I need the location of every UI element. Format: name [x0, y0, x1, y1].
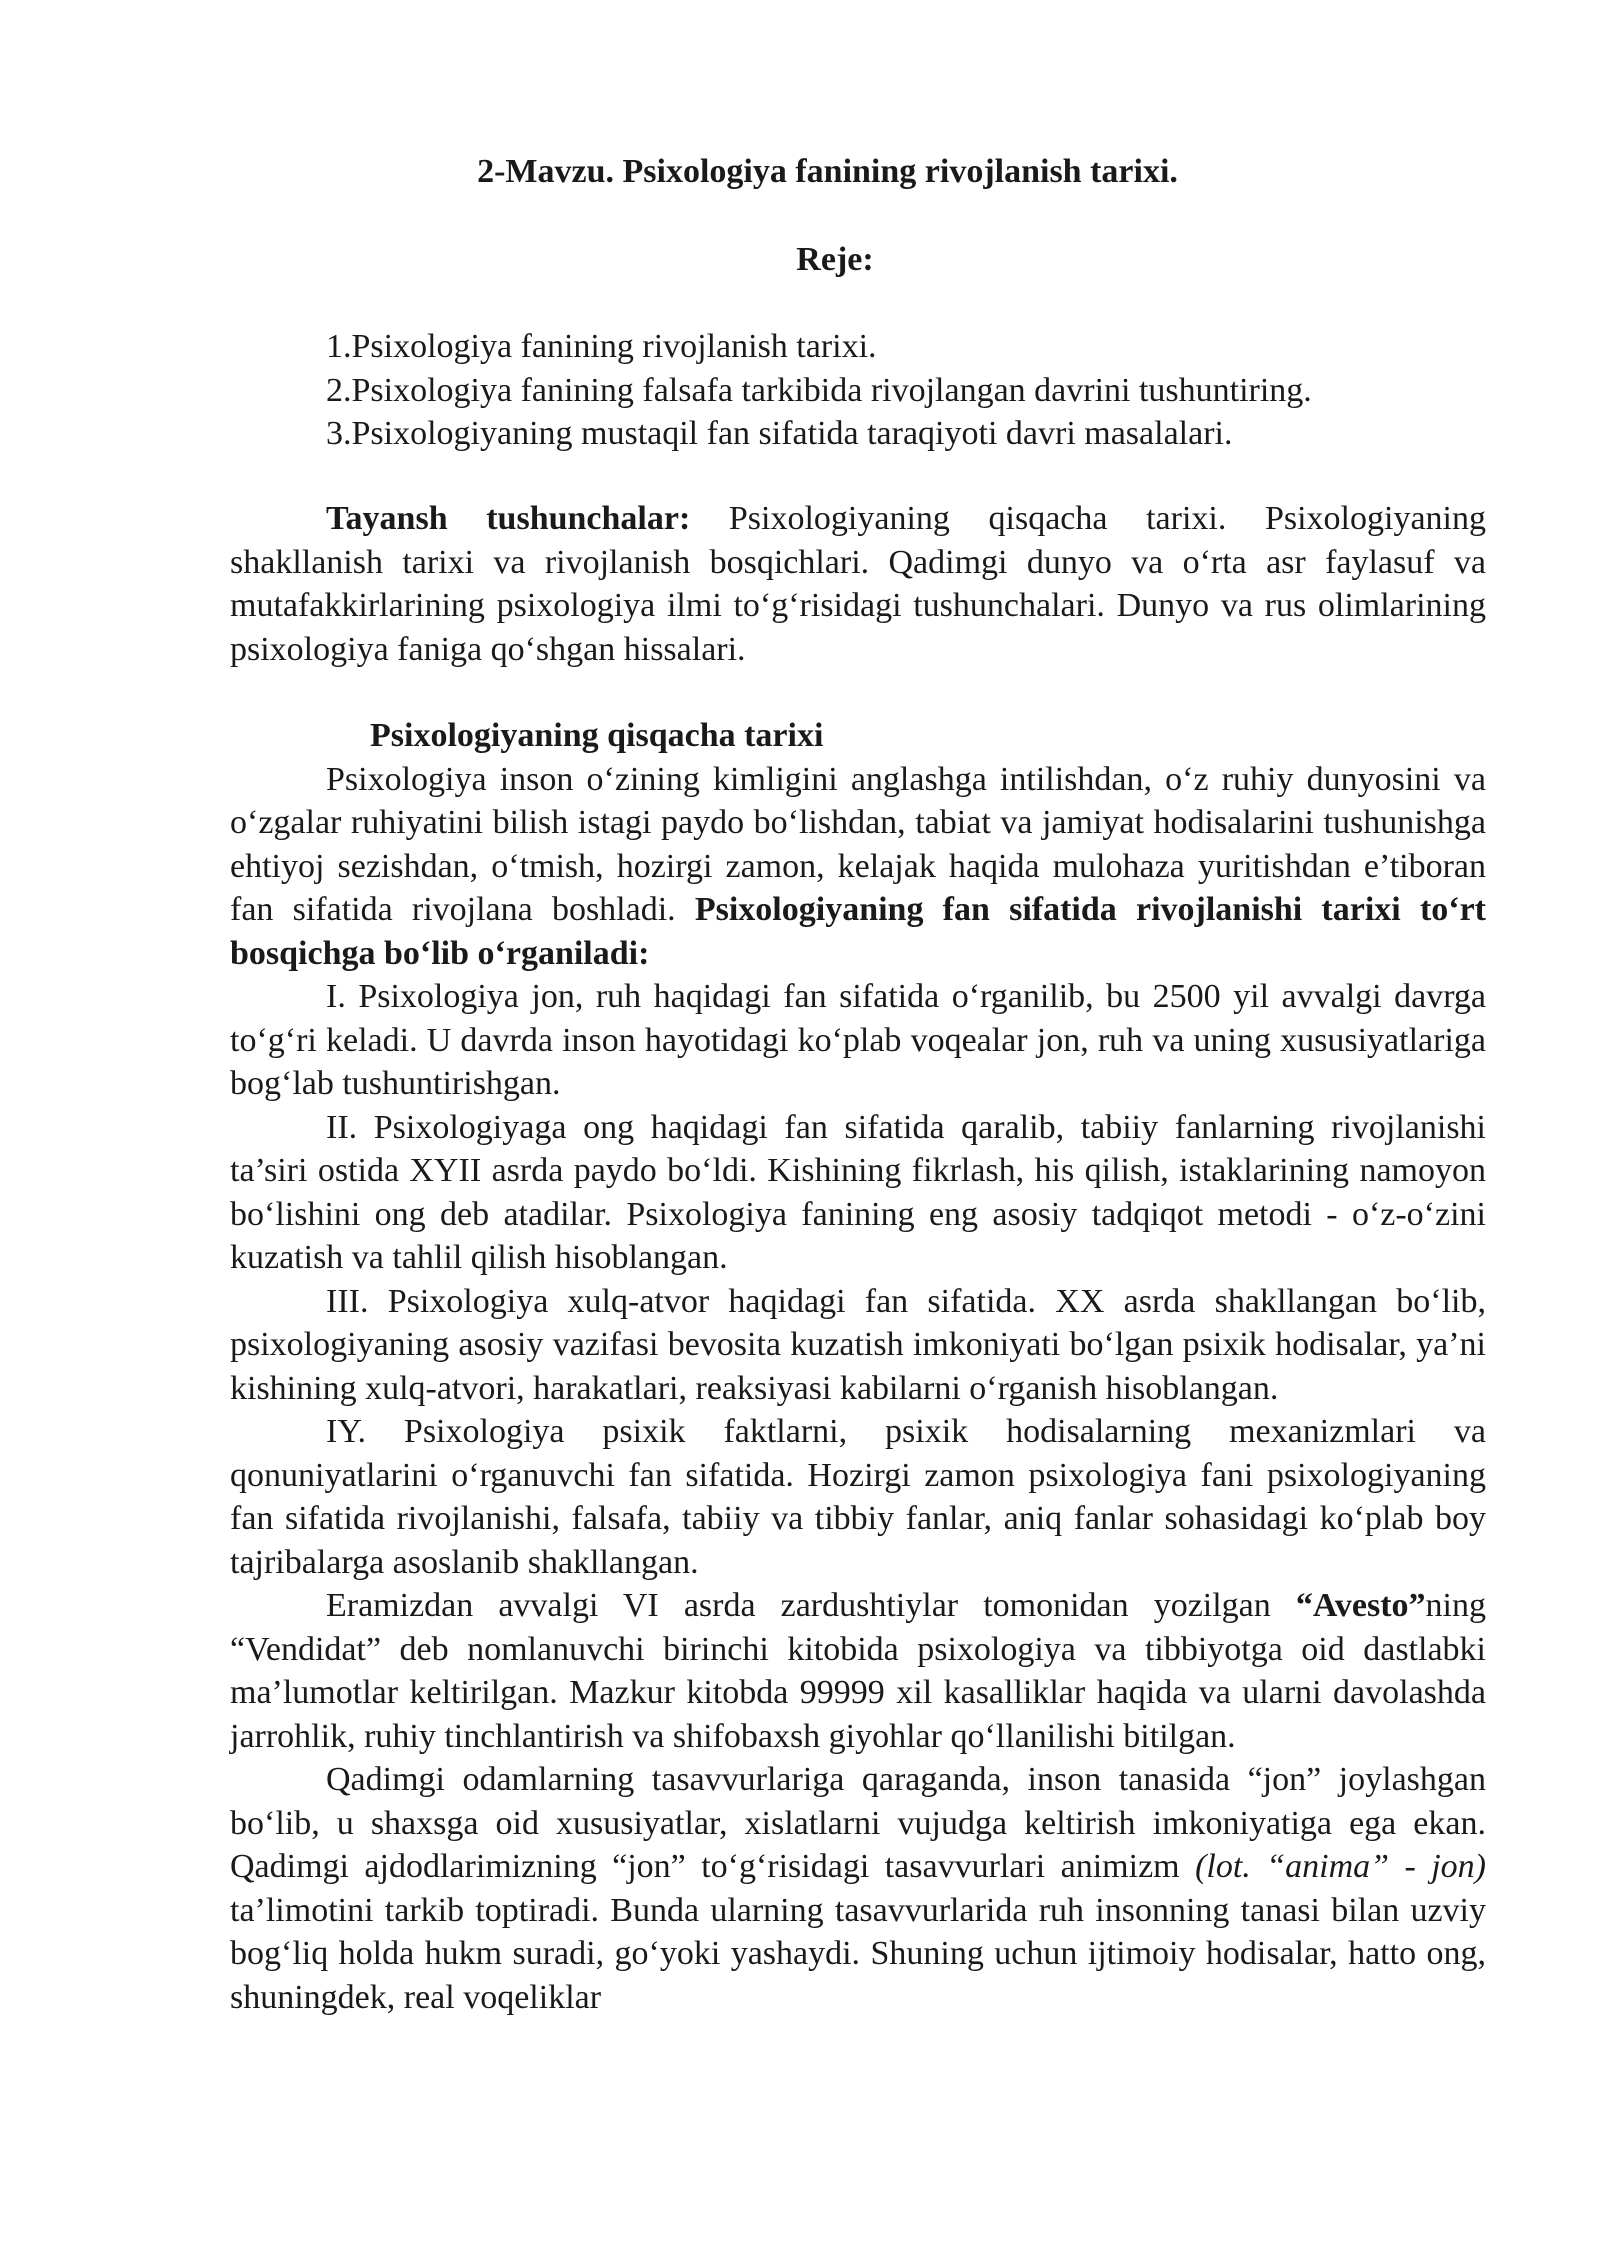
- ancient-before: Qadimgi odamlarning tasavvurlariga qaraganda, inson tanasida “jon” joylashgan bo‘lib, u shaxsga oid xususiyatlar, xislatlarni vujudga keltirish imkoniyatiga ega ekan. Qadimgi ajdodlarimizning “jon” to‘g‘risidagi tasavvurlari animizm: [230, 1761, 1486, 1885]
- plan-item: 2.Psixologiya fanining falsafa tarkibida rivojlangan davrini tushuntiring.: [326, 371, 1312, 409]
- avesto-before: Eramizdan avvalgi VI asrda zardushtiylar tomonidan yozilgan: [326, 1587, 1296, 1624]
- key-terms-text: Psixologiyaning qisqacha tarixi. Psixologiyaning shakllanish tarixi va rivojlanish bosqichlari. Qadimgi dunyo va o‘rta asr faylasuf va mutafakkirlarining psixologiya ilmi to‘g‘risidagi tushunchalari. Dunyo va rus olimlarining psixologiya faniga qo‘shgan hissalari.: [230, 500, 1486, 668]
- stage-paragraph: III. Psixologiya xulq-atvor haqidagi fan sifatida. XX asrda shakllangan bo‘lib, psixologiyaning asosiy vazifasi bevosita kuzatish imkoniyati bo‘lgan psixik hodisalar, ya’ni kishining xulq-atvori, harakatlari, reaksiyasi kabilarni o‘rganish hisoblangan.: [230, 1282, 1486, 1407]
- stage-paragraph: IY. Psixologiya psixik faktlarni, psixik hodisalarning mexanizmlari va qonuniyatlarini o‘rganuvchi fan sifatida. Hozirgi zamon psixologiya fani psixologiyaning fan sifatida rivojlanishi, falsafa, tabiiy va tibbiy fanlar, aniq fanlar sohasidagi ko‘plab boy tajribalarga asoslanib shakllangan.: [230, 1413, 1486, 1581]
- section-heading: Psixologiyaning qisqacha tarixi: [370, 717, 824, 754]
- title-text: 2-Mavzu. Psixologiya fanining rivojlanish tarixi.: [477, 153, 1178, 190]
- plan-item: 3.Psixologiyaning mustaqil fan sifatida taraqiyoti davri masalalari.: [326, 415, 1233, 452]
- ancient-italic: (lot. “anima” - jon): [1195, 1848, 1487, 1885]
- intro-paragraph: [230, 758, 1486, 976]
- key-terms-paragraph: [230, 497, 1486, 671]
- history-section: [230, 714, 1486, 2019]
- intro-text: Psixologiya inson o‘zining kimligini anglashga intilishdan, o‘z ruhiy dunyosini va o‘zgalar ruhiyatini bilish istagi paydo bo‘lishdan, tabiat va jamiyat hodisalarini tushunishga ehtiyoj sezishdan, o‘tmish, hozirgi zamon, kelajak haqida mulohaza yuritishdan e’tiboran fan sifatida rivojlana boshladi.: [230, 760, 1486, 928]
- key-terms-block: [230, 497, 1486, 671]
- stage-paragraph: I. Psixologiya jon, ruh haqidagi fan sifatida o‘rganilib, bu 2500 yil avvalgi davrga to‘g‘ri keladi. U davrda inson hayotidagi ko‘plab voqealar jon, ruh va uning xususiyatlariga bog‘lab tushuntirishgan.: [230, 978, 1486, 1102]
- plan-list: [326, 325, 1312, 456]
- plan-heading: [0, 238, 1600, 282]
- plan-item: 1.Psixologiya fanining rivojlanish tarixi.: [326, 328, 877, 365]
- plan-heading-text: Reje:: [796, 241, 874, 278]
- document-title: [0, 150, 1600, 194]
- key-terms-label: Tayansh tushunchalar:: [326, 500, 691, 537]
- avesto-paragraph: [230, 1584, 1486, 1758]
- intro-bold-text: Psixologiyaning fan sifatida rivojlanishi tarixi to‘rt bosqichga bo‘lib o‘rganiladi:: [230, 891, 1486, 972]
- avesto-after: ning “Vendidat” deb nomlanuvchi birinchi kitobida psixologiya va tibbiyotga oid dastlabki ma’lumotlar keltirilgan. Mazkur kitobda 99999 xil kasalliklar haqida va ularni davolashda jarrohlik, ruhiy tinchlantirish va shifobaxsh giyohlar qo‘llanilishi bitilgan.: [230, 1587, 1486, 1755]
- ancient-paragraph: [230, 1758, 1486, 2019]
- avesto-title: “Avesto”: [1295, 1587, 1426, 1624]
- stage-paragraph: II. Psixologiyaga ong haqidagi fan sifatida qaralib, tabiiy fanlarning rivojlanishi ta’siri ostida XYII asrda paydo bo‘ldi. Kishining fikrlash, his qilish, istaklarining namoyon bo‘lishini ong deb atadilar. Psixologiya fanining eng asosiy tadqiqot metodi - o‘z-o‘zini kuzatish va tahlil qilish hisoblangan.: [230, 1108, 1486, 1276]
- ancient-after: ta’limotini tarkib toptiradi. Bunda ularning tasavvurlarida ruh insonning tanasi bilan uzviy bog‘liq holda hukm suradi, go‘yoki yashaydi. Shuning uchun ijtimoiy hodisalar, hatto ong, shuningdek, real voqeliklar: [230, 1891, 1486, 2016]
